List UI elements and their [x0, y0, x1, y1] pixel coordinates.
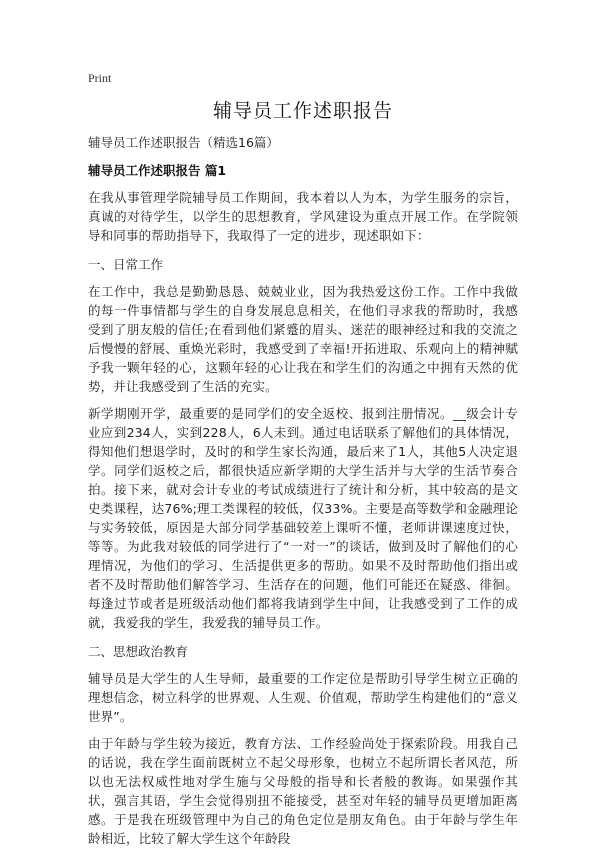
document-page	[88, 70, 518, 848]
document-title: 辅导员工作述职报告	[212, 100, 393, 122]
heading-daily-work: 一、日常工作	[88, 257, 164, 272]
paragraph-new-semester: 新学期刚开学，最重要的是同学们的安全返校、报到注册情况。__级会计专业应到234人，实到228人，6人未到。通过电话联系了解他们的具体情况，得知他们想退学时，及时的和学生家长沟通，最后来了1人，其他5人决定退学。同学们返校之后，都很快适应新学期的大学生活并与大学的生活节奏合拍。接下来，就对会计专业的考试成绩进行了统计和分析，其中较高的是文史类课程，达76%;理工类课程的较低，仅33%。主要是高等数学和金融理论与实务较低，原因是大部分同学基础较差上课听不懂，老师讲课速度过快，等等。为此我对较低的同学进行了“一对一”的谈话，做到及时了解他们的心理情况，为他们的学习、生活提供更多的帮助。如果不及时帮助他们指出或者不及时帮助他们解答学习、生活存在的问题，他们可能还在疑惑、徘徊。每逢过节或者是班级活动他们都将我请到学生中间，让我感受到了工作的成就，我爱我的学生，我爱我的辅导员工作。	[88, 406, 518, 630]
paragraph-daily-work: 在工作中，我总是勤勤恳恳、兢兢业业，因为我热爱这份工作。工作中我做的每一件事情都与学生的自身发展息息相关，在他们寻求我的帮助时，我感受到了朋友般的信任;在看到他们紧蹙的眉头、迷茫的眼神经过和我的交流之后慢慢的舒展、重焕光彩时，我感受到了幸福!开拓进取、乐观向上的精神赋予我一颗年轻的心，这颗年轻的心让我在和学生们的沟通之中拥有天然的优势，并让我感受到了生活的充实。	[88, 284, 518, 394]
print-label: Print	[88, 71, 112, 85]
heading-ideological-education: 二、思想政治教育	[88, 644, 189, 659]
paragraph-life-mentor: 辅导员是大学生的人生导师，最重要的工作定位是帮助引导学生树立正确的理想信念，树立科学的世界观、人生观、价值观，帮助学生构建他们的“意义世界”。	[88, 671, 518, 724]
paragraph-age-proximity: 由于年龄与学生较为接近，教育方法、工作经验尚处于探索阶段。用我自己的话说，我在学生面前既树立不起父母形象，也树立不起所谓长者风范，所以也无法权威性地对学生施与父母般的指导和长者般的教诲。如果强作其状，强言其语，学生会觉得别扭不能接受，甚至对年轻的辅导员更增加距离感。于是我在班级管理中为自己的角色定位是朋友角色。由于年龄与学生年龄相近，比较了解大学生这个年龄段	[88, 736, 518, 846]
section-title: 辅导员工作述职报告 篇1	[88, 163, 227, 178]
document-subtitle: 辅导员工作述职报告（精选16篇）	[88, 135, 279, 150]
paragraph-intro: 在我从事管理学院辅导员工作期间，我本着以人为本，为学生服务的宗旨，真诚的对待学生，以学生的思想教育，学风建设为重点开展工作。在学院领导和同事的帮助指导下，我取得了一定的进步，现述职如下：	[88, 190, 518, 243]
